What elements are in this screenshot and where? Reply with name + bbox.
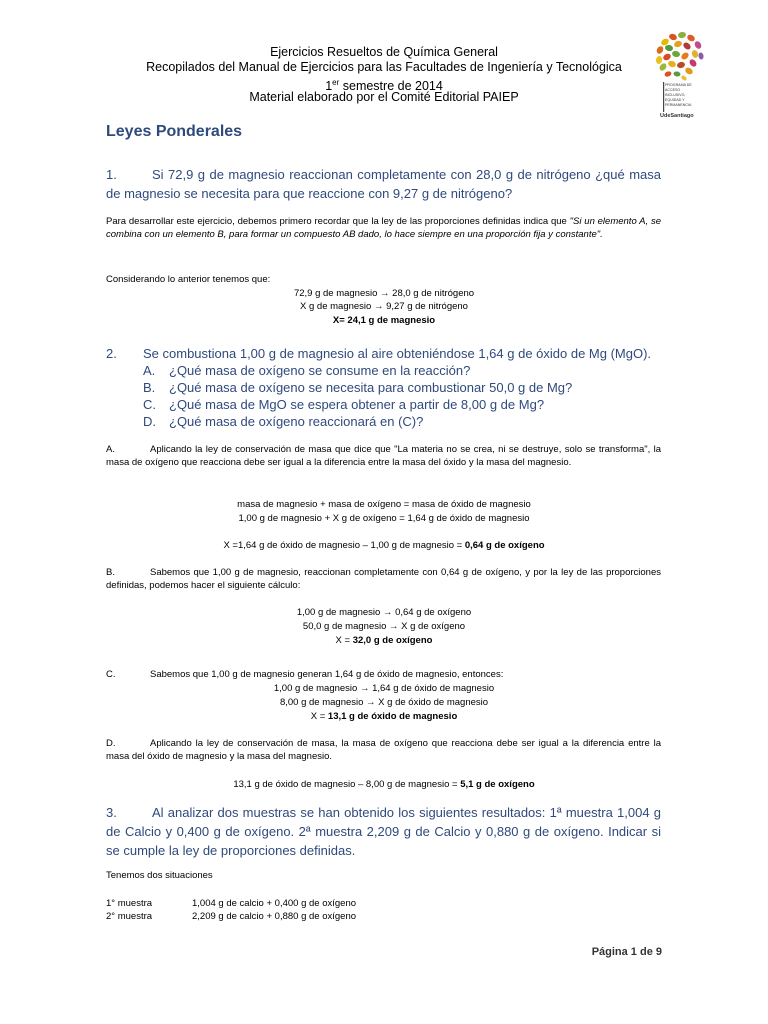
answer-b-letter: B. — [106, 567, 115, 578]
question-1-number: 1. — [106, 167, 117, 182]
q1-intro-quote: "Si un elemento A, se combina con un elemento B, para formar un compuesto AB dado, lo hace siempre en una proporción fija y constante". — [106, 216, 662, 240]
answer-b-eq2: 50,0 g de magnesio → X g de oxígeno — [302, 621, 466, 632]
paiep-logo — [651, 30, 709, 122]
q1-intro-plain: Para desarrollar este ejercicio, debemos primero recordar que la ley de las proporciones definidas indica que — [106, 216, 570, 227]
answer-d-text: Aplicando la ley de conservación de masa, la masa de oxígeno que reacciona debe ser igual a la diferencia entre la masa del óxido de magnesio y la masa del magnesio. — [106, 738, 661, 762]
q1-intro — [106, 215, 661, 241]
header-line-1: Ejercicios Resueltos de Química General — [270, 45, 498, 59]
question-3 — [106, 803, 661, 860]
answer-d-result — [0, 778, 768, 791]
q2-sub-b-letter: B. — [143, 380, 156, 395]
answer-a-eq2: 1,00 g de magnesio + X g de oxígeno = 1,64 g de óxido de magnesio — [238, 513, 530, 524]
header-line-4: Material elaborado por el Comité Editorial PAIEP — [249, 90, 519, 104]
answer-a-result-bold: 0,64 g de oxígeno — [464, 540, 545, 551]
question-1-text: Si 72,9 g de magnesio reaccionan completamente con 28,0 g de nitrógeno ¿qué masa de magnesio se necesita para que reaccione con 9,27 g de nitrógeno? — [106, 167, 661, 201]
q2-sub-d-text: ¿Qué masa de oxígeno reaccionará en (C)? — [169, 414, 424, 429]
answer-c-eq1: 1,00 g de magnesio → 1,64 g de óxido de magnesio — [273, 683, 495, 694]
answer-d-letter: D. — [106, 738, 116, 749]
q2-sub-c-text: ¿Qué masa de MgO se espera obtener a partir de 8,00 g de Mg? — [169, 397, 545, 412]
answer-c-result-bold: 13,1 g de óxido de magnesio — [327, 711, 458, 722]
header-ordinal-sup: er — [332, 78, 340, 87]
answer-b — [106, 566, 661, 592]
q3-row-2-label: 2° muestra — [106, 911, 153, 922]
q1-considering: Considerando lo anterior tenemos que: — [106, 274, 271, 285]
question-3-text: Al analizar dos muestras se han obtenido los siguientes resultados: 1ª muestra 1,004 g de Calcio y 0,400 g de oxígeno. 2ª muestra 2,209 g de Calcio y 0,880 g de oxígeno. Indicar si se cumple la ley de proporciones definidas. — [106, 805, 661, 858]
logo-text-3: INCLUSIVO, — [665, 93, 686, 97]
answer-c-result-plain: X = — [310, 711, 328, 722]
logo-text-1: PROGRAMA DE — [665, 83, 692, 87]
answer-b-text: Sabemos que 1,00 g de magnesio, reaccionan completamente con 0,64 g de oxígeno, y por la ley de las proporciones definidas, podemos hacer el siguiente cálculo: — [106, 567, 661, 591]
q3-row-2 — [106, 910, 356, 923]
answer-a-eq1: masa de magnesio + masa de oxígeno = masa de óxido de magnesio — [237, 499, 531, 510]
answer-c-text: Sabemos que 1,00 g de magnesio generan 1,64 g de óxido de magnesio, entonces: — [150, 669, 504, 680]
page-number: Página 1 de 9 — [591, 946, 662, 958]
q3-row-1-value: 1,004 g de calcio + 0,400 g de oxígeno — [192, 898, 357, 909]
answer-d — [106, 737, 661, 763]
answer-d-result-bold: 5,1 g de oxígeno — [460, 779, 535, 790]
answer-b-result-bold: 32,0 g de oxígeno — [352, 635, 433, 646]
answer-b-result-plain: X = — [335, 635, 353, 646]
answer-a-text: Aplicando la ley de conservación de masa que dice que "La materia no se crea, ni se destruye, solo se transforma", la masa de oxígeno que reacciona debe ser igual a la diferencia entre la masa del óxido y la masa del magnesio. — [106, 444, 661, 468]
answer-b-eq1: 1,00 g de magnesio → 0,64 g de oxígeno — [296, 607, 472, 618]
answer-a-result — [0, 539, 768, 552]
q2-sub-d — [143, 412, 423, 431]
answer-a-result-plain: X =1,64 g de óxido de magnesio – 1,00 g de magnesio = — [223, 540, 465, 551]
logo-text-2: ACCESO — [665, 88, 681, 92]
answer-c — [106, 668, 661, 681]
question-2-number: 2. — [106, 346, 117, 361]
answer-d-result-plain: 13,1 g de óxido de magnesio – 8,00 g de magnesio = — [233, 779, 461, 790]
q3-row-1-label: 1° muestra — [106, 898, 153, 909]
question-3-number: 3. — [106, 805, 117, 820]
header-line-2: Recopilados del Manual de Ejercicios para las Facultades de Ingeniería y Tecnológica — [146, 60, 622, 74]
q1-eq1: 72,9 g de magnesio → 28,0 g de nitrógeno — [293, 288, 475, 299]
answer-c-result — [0, 710, 768, 723]
q2-sub-d-letter: D. — [143, 414, 156, 429]
question-1 — [106, 165, 661, 203]
q2-sub-a-text: ¿Qué masa de oxígeno se consume en la reacción? — [169, 363, 471, 378]
answer-c-eq2: 8,00 g de magnesio → X g de óxido de magnesio — [279, 697, 489, 708]
q2-sub-a-letter: A. — [143, 363, 156, 378]
header-semester: semestre de 2014 — [339, 79, 443, 94]
answer-b-result — [0, 634, 768, 647]
q2-sub-b-text: ¿Qué masa de oxígeno se necesita para combustionar 50,0 g de Mg? — [169, 380, 573, 395]
q2-sub-c-letter: C. — [143, 397, 156, 412]
q3-intro: Tenemos dos situaciones — [106, 870, 213, 881]
q3-row-2-value: 2,209 g de calcio + 0,880 g de oxígeno — [192, 911, 357, 922]
question-2-text: Se combustiona 1,00 g de magnesio al aire obteniéndose 1,64 g de óxido de Mg (MgO). — [143, 346, 652, 361]
logo-text-4: EQUIDAD Y — [665, 98, 685, 102]
answer-a — [106, 443, 661, 469]
q1-result: X= 24,1 g de magnesio — [332, 315, 436, 326]
leaf-cluster-icon — [651, 30, 709, 122]
answer-a-letter: A. — [106, 444, 115, 455]
header-ordinal: 1 — [325, 79, 333, 94]
q1-eq2: X g de magnesio → 9,27 g de nitrógeno — [300, 301, 468, 312]
logo-brand: UdeSantiago — [660, 113, 694, 119]
section-title: Leyes Ponderales — [106, 123, 243, 140]
answer-c-letter: C. — [106, 669, 116, 680]
logo-text-5: PERMANENCIA — [665, 103, 692, 107]
q3-row-1 — [106, 897, 356, 910]
